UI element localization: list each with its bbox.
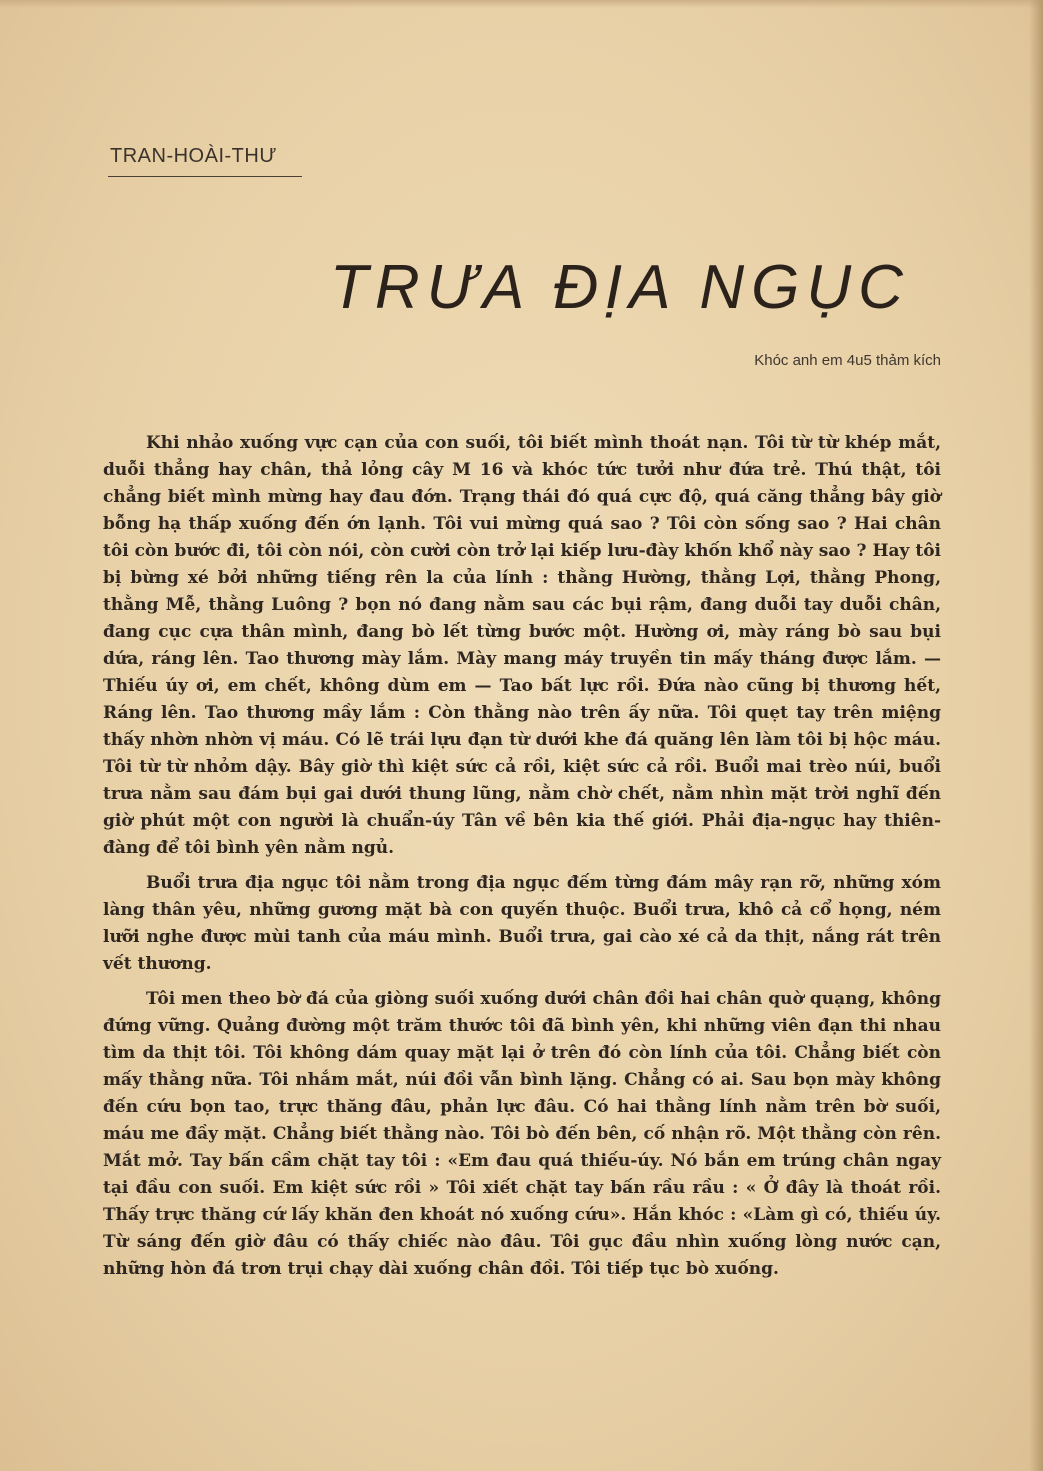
story-title: TRƯA ĐỊA NGỤC <box>330 253 910 322</box>
author-underline <box>108 176 302 177</box>
story-body <box>103 430 941 1291</box>
paragraph-3: Tôi men theo bờ đá của giòng suối xuống dưới chân đồi hai chân quờ quạng, không đứng vững. Quảng đường một trăm thước tôi đã bình yên, khi những viên đạn thi nhau tìm da thịt tôi. Tôi không dám quay mặt lại ở trên đó còn lính của tôi. Chẳng biết còn mấy thằng nữa. Tôi nhắm mắt, núi đồi vẫn bình lặng. Chẳng có ai. Sau bọn mày không đến cứu bọn tao, trực thăng đâu, phản lực đâu. Có hai thằng lính nằm trên bờ suối, máu me đầy mặt. Chẳng biết thằng nào. Tôi bò đến bên, cố nhận rõ. Một thằng còn rên. Mắt mở. Tay bấn cầm chặt tay tôi : «Em đau quá thiếu-úy. Nó bắn em trúng chân ngay tại đầu con suối. Em kiệt sức rồi » Tôi xiết chặt tay bấn rầu rầu : « Ở đây là thoát rồi. Thấy trực thăng cứ lấy khăn đen khoát nó xuống cứu». Hắn khóc : «Làm gì có, thiếu úy. Từ sáng đến giờ đâu có thấy chiếc nào đâu. Tôi gục đầu nhìn xuống lòng nước cạn, những hòn đá trơn trụi chạy dài xuống chân đồi. Tôi tiếp tục bò xuống. <box>103 989 941 1279</box>
paragraph-2: Buổi trưa địa ngục tôi nằm trong địa ngục đếm từng đám mây rạn rỡ, những xóm làng thân yêu, những gương mặt bà con quyến thuộc. Buổi trưa, khô cả cổ họng, ném lưỡi nghe được mùi tanh của máu mình. Buổi trưa, gai cào xé cả da thịt, nắng rát trên vết thương. <box>103 873 941 974</box>
dedication-line: Khóc anh em 4u5 thảm kích <box>754 352 941 369</box>
page-edge-right <box>1029 0 1043 1471</box>
page-edge-top <box>0 0 1043 8</box>
paragraph-1: Khi nhảo xuống vực cạn của con suối, tôi biết mình thoát nạn. Tôi từ từ khép mắt, duỗi thẳng hay chân, thả lỏng cây M 16 và khóc tức tưởi như đứa trẻ. Thú thật, tôi chẳng biết mình mừng hay đau đớn. Trạng thái đó quá cực độ, quá căng thẳng bây giờ bỗng hạ thấp xuống đến ớn lạnh. Tôi vui mừng quá sao ? Tôi còn sống sao ? Hai chân tôi còn bước đi, tôi còn nói, còn cười còn trở lại kiếp lưu-đày khốn khổ này sao ? Hay tôi bị bừng xé bởi những tiếng rên la của lính : thằng Hường, thằng Lợi, thằng Phong, thằng Mễ, thằng Luông ? bọn nó đang nằm sau các bụi rậm, đang duỗi tay duỗi chân, đang cục cựa thân mình, đang bò lết từng bước một. Hường ơi, mày ráng bò sau bụi dứa, ráng lên. Tao thương mày lắm. Mày mang máy truyền tin mấy tháng được lắm. — Thiếu úy ơi, em chết, không dùm em — Tao bất lực rồi. Đứa nào cũng bị thương hết, Ráng lên. Tao thương mầy lắm : Còn thằng nào trên ấy nữa. Tôi quẹt tay trên miệng thấy nhờn nhờn vị máu. Có lẽ trái lựu đạn từ dưới khe đá quăng lên làm tôi bị hộc máu. Tôi từ từ nhỏm dậy. Bây giờ thì kiệt sức cả rồi, kiệt sức cả rồi. Buổi mai trèo núi, buổi trưa nằm sau đám bụi gai dưới thung lũng, nằm chờ chết, nằm nhìn mặt trời nghĩ đến giờ phút một con người là chuẩn-úy Tân về bên kia thế giới. Phải địa-ngục hay thiên-đàng để tôi bình yên nằm ngủ. <box>103 433 941 858</box>
author-name: TRAN-HOÀI-THƯ <box>110 145 277 167</box>
